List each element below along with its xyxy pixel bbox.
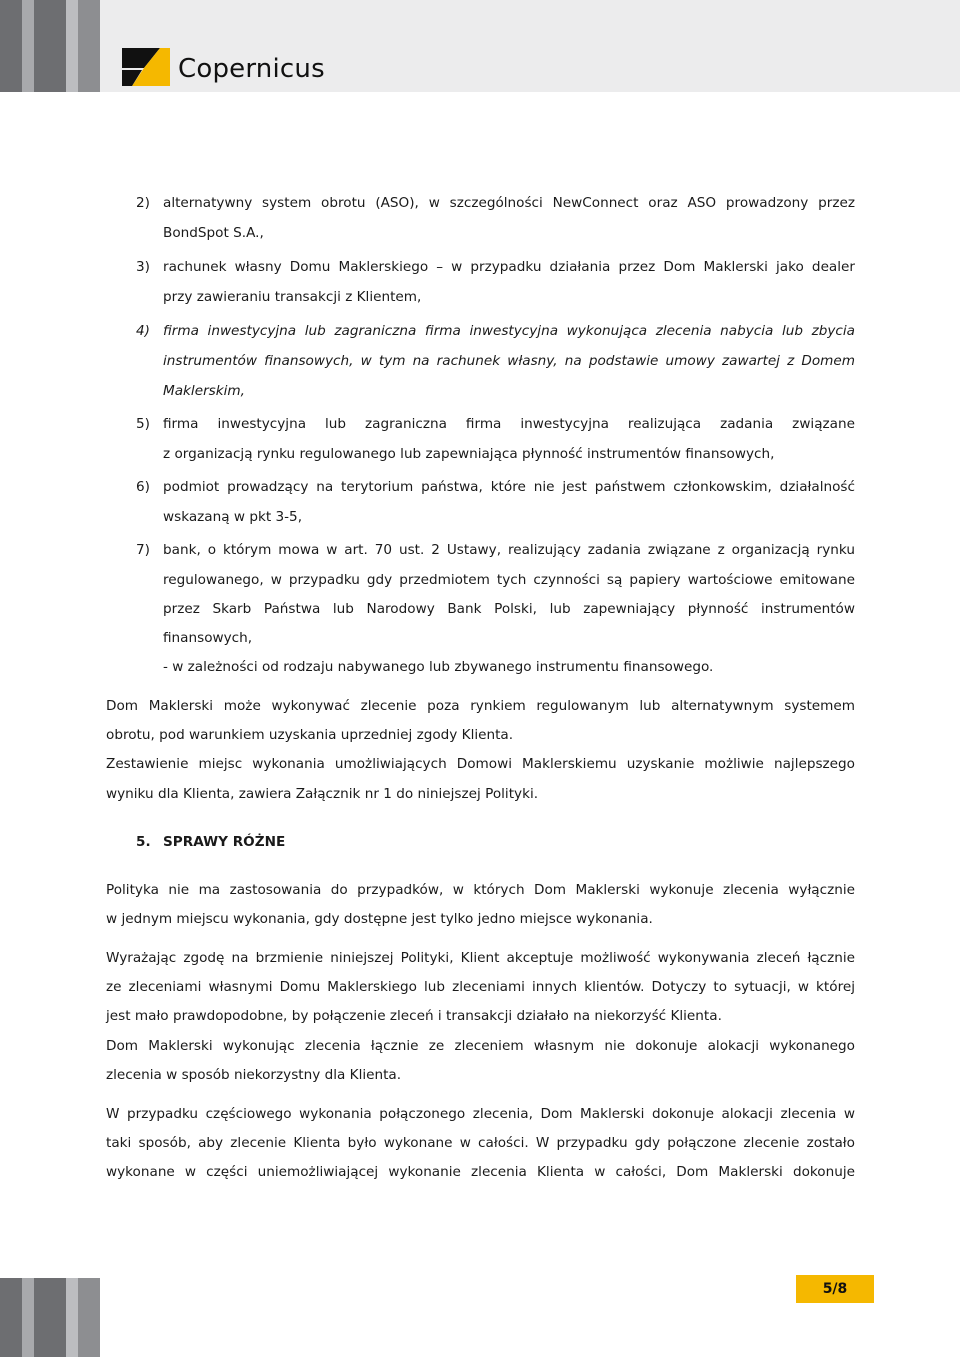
list-item-text: - w zależności od rodzaju nabywanego lub zbywanego instrumentu finansowego.	[163, 659, 714, 675]
paragraph-line: jest mało prawdopodobne, by połączenie zleceń i transakcji działało na niekorzyść Klienta.	[106, 1008, 722, 1024]
list-item-number: 2)	[136, 195, 150, 211]
list-item-number: 6)	[136, 479, 150, 495]
paragraph-line: w jednym miejscu wykonania, gdy dostępne jest tylko jedno miejsce wykonania.	[106, 911, 653, 927]
footer-stripe	[0, 1278, 22, 1357]
list-item-text: wskazaną w pkt 3-5,	[163, 509, 303, 525]
list-item-text: z organizacją rynku regulowanego lub zapewniająca płynność instrumentów finansowych,	[163, 446, 775, 462]
copernicus-logo	[120, 46, 350, 90]
list-item-text: rachunek własny Domu Maklerskiego – w przypadku działania przez Dom Maklerski jako dealer	[163, 259, 855, 275]
list-item-number: 7)	[136, 542, 150, 558]
logo-text: Copernicus	[178, 54, 325, 84]
list-item-text: przy zawieraniu transakcji z Klientem,	[163, 289, 422, 305]
list-item-number: 3)	[136, 259, 150, 275]
list-item-text: regulowanego, w przypadku gdy przedmiotem tych czynności są papiery wartościowe emitowane	[163, 572, 855, 588]
paragraph-line: Zestawienie miejsc wykonania umożliwiających Domowi Maklerskiemu uzyskanie możliwie najlepszego	[106, 756, 855, 772]
list-item-number: 4)	[136, 323, 150, 339]
paragraph-line: wyniku dla Klienta, zawiera Załącznik nr 1 do niniejszej Polityki.	[106, 786, 539, 802]
paragraph-line: ze zleceniami własnymi Domu Maklerskiego lub zleceniami innych klientów. Dotyczy to sytuacji, w której	[106, 979, 855, 995]
logo-mark-icon	[120, 46, 172, 88]
paragraph-line: Wyrażając zgodę na brzmienie niniejszej Polityki, Klient akceptuje możliwość wykonywania zleceń łącznie	[106, 950, 855, 966]
section-title: SPRAWY RÓŻNE	[163, 834, 286, 850]
list-item-text: firma inwestycyjna lub zagraniczna firma inwestycyjna realizująca zadania związane	[163, 416, 855, 432]
header-stripe	[0, 0, 22, 92]
list-item-text: alternatywny system obrotu (ASO), w szczególności NewConnect oraz ASO prowadzony przez	[163, 195, 855, 211]
section-number: 5.	[136, 834, 151, 850]
list-item-text: firma inwestycyjna lub zagraniczna firma inwestycyjna wykonująca zlecenia nabycia lub zbycia	[163, 323, 855, 339]
list-item-text: Maklerskim,	[163, 383, 245, 399]
paragraph-line: obrotu, pod warunkiem uzyskania uprzedniej zgody Klienta.	[106, 727, 514, 743]
paragraph-line: zlecenia w sposób niekorzystny dla Klienta.	[106, 1067, 402, 1083]
list-item-text: BondSpot S.A.,	[163, 225, 264, 241]
footer-stripe	[78, 1278, 100, 1357]
list-item-text: podmiot prowadzący na terytorium państwa, które nie jest państwem członkowskim, działalność	[163, 479, 855, 495]
list-item-number: 5)	[136, 416, 150, 432]
list-item-text: instrumentów finansowych, w tym na rachunek własny, na podstawie umowy zawartej z Domem	[163, 353, 855, 369]
paragraph-line: Dom Maklerski wykonując zlecenia łącznie ze zleceniem własnym nie dokonuje alokacji wykonanego	[106, 1038, 855, 1054]
header-stripe	[34, 0, 66, 92]
list-item-text: finansowych,	[163, 630, 253, 646]
header-stripe	[78, 0, 100, 92]
list-item-text: przez Skarb Państwa lub Narodowy Bank Polski, lub zapewniający płynność instrumentów	[163, 601, 855, 617]
paragraph-line: W przypadku częściowego wykonania połączonego zlecenia, Dom Maklerski dokonuje alokacji zlecenia w	[106, 1106, 855, 1122]
header-band	[0, 0, 960, 92]
footer-stripe	[22, 1278, 34, 1357]
header-stripe	[22, 0, 34, 92]
footer-stripe	[66, 1278, 78, 1357]
header-stripe	[66, 0, 78, 92]
footer-stripe	[34, 1278, 66, 1357]
paragraph-line: wykonane w części uniemożliwiającej wykonanie zlecenia Klienta w całości, Dom Maklerski dokonuje	[106, 1164, 855, 1180]
page-number-badge: 5/8	[796, 1275, 874, 1303]
paragraph-line: Polityka nie ma zastosowania do przypadków, w których Dom Maklerski wykonuje zlecenia wyłącznie	[106, 882, 855, 898]
list-item-text: bank, o którym mowa w art. 70 ust. 2 Ustawy, realizujący zadania związane z organizacją rynku	[163, 542, 855, 558]
paragraph-line: Dom Maklerski może wykonywać zlecenie poza rynkiem regulowanym lub alternatywnym systemem	[106, 698, 855, 714]
paragraph-line: taki sposób, aby zlecenie Klienta było wykonane w całości. W przypadku gdy połączone zlecenie zostało	[106, 1135, 855, 1151]
